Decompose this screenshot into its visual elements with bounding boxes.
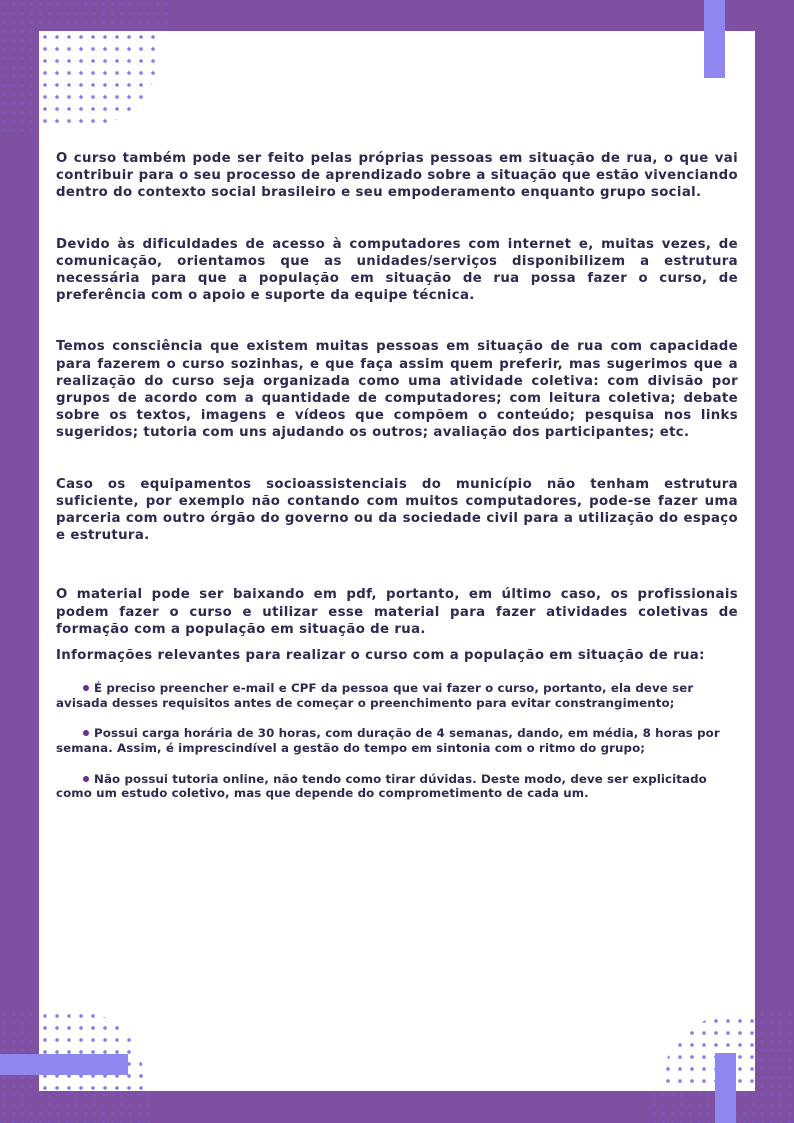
paragraph-5: O material pode ser baixando em pdf, portanto, em último caso, os profissionais podem fazer o curso e utilizar esse material para fazer atividades coletivas de formação com a população em situação de rua. <box>56 587 738 637</box>
paragraph-4: Caso os equipamentos socioassistenciais do município não tenham estrutura suficiente, por exemplo não contando com muitos computadores, pode-se fazer uma parceria com outro órgão do governo ou da sociedade civil para a utilização do espaço e estrutura. <box>56 476 738 544</box>
list-item <box>56 772 738 801</box>
accent-bar-top-right <box>704 0 725 78</box>
list-item <box>56 681 738 710</box>
bullet-dot-icon <box>83 685 89 691</box>
section-heading: Informações relevantes para realizar o curso com a população em situação de rua: <box>56 648 705 664</box>
accent-bar-bottom-right <box>715 1053 736 1123</box>
accent-bar-bottom-left <box>0 1054 128 1075</box>
list-item <box>56 726 738 755</box>
paragraph-2: Devido às dificuldades de acesso à computadores com internet e, muitas vezes, de comunicação, orientamos que as unidades/serviços disponibilizem a estrutura necessária para que a população em situação de rua possa fazer o curso, de preferência com o apoio e suporte da equipe técnica. <box>56 236 738 304</box>
bullet-dot-icon <box>83 730 89 736</box>
list-item-text: Não possui tutoria online, não tendo como tirar dúvidas. Deste modo, deve ser explicitado como um estudo coletivo, mas que depende do comprometimento de cada um. <box>56 771 707 801</box>
document-body <box>56 150 738 801</box>
paragraph-3: Temos consciência que existem muitas pessoas em situação de rua com capacidade para fazerem o curso sozinhas, e que faça assim quem preferir, mas sugerimos que a realização do curso seja organizada como uma atividade coletiva: com divisão por grupos de acordo com a quantidade de computadores; com leitura coletiva; debate sobre os textos, imagens e vídeos que compõem o conteúdo; pesquisa nos links sugeridos; tutoria com uns ajudando os outros; avaliação dos participantes; etc. <box>56 339 738 441</box>
list-item-text: Possui carga horária de 30 horas, com duração de 4 semanas, dando, em média, 8 horas por semana. Assim, é imprescindível a gestão do tempo em sintonia com o ritmo do grupo; <box>56 726 720 756</box>
list-item-text: É preciso preencher e-mail e CPF da pessoa que vai fazer o curso, portanto, ela deve ser avisada desses requisitos antes de começar o preenchimento para evitar constrangimento; <box>56 681 694 710</box>
bullet-dot-icon <box>83 776 89 782</box>
paragraph-1: O curso também pode ser feito pelas próprias pessoas em situação de rua, o que vai contribuir para o seu processo de aprendizado sobre a situação que estão vivenciando dentro do contexto social brasileiro e seu empoderamento enquanto grupo social. <box>56 151 738 201</box>
